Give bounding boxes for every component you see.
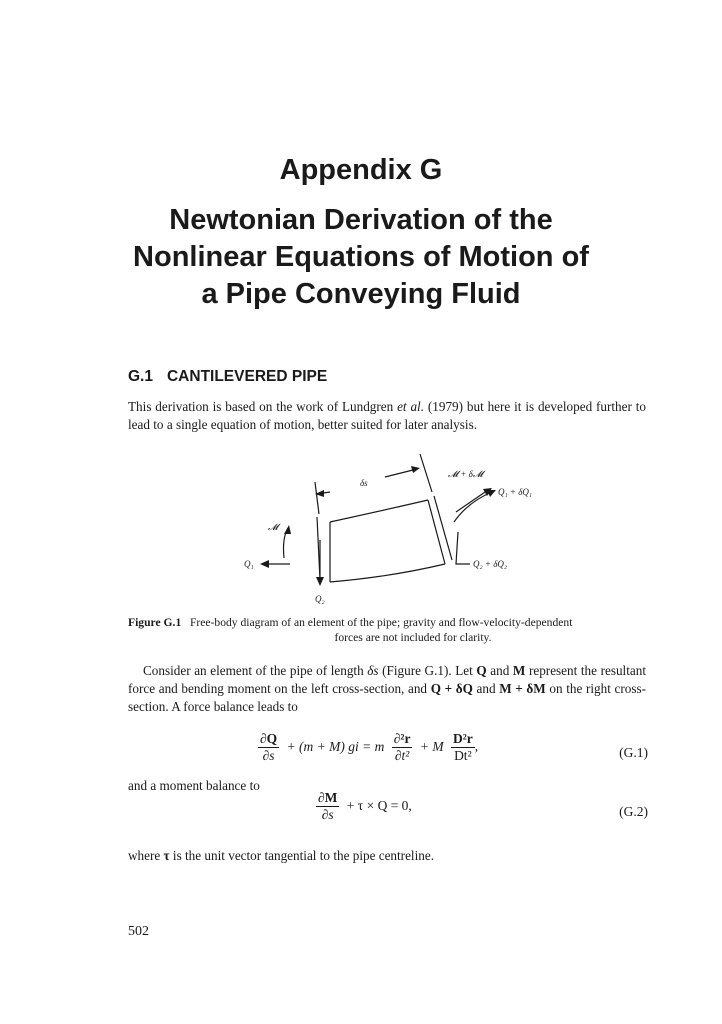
- label-q2-left: Q₂: [315, 594, 325, 604]
- label-m-right: 𝓜 + δ𝓜: [448, 469, 483, 479]
- equation-g2: [128, 790, 648, 840]
- moment-arc-right: [454, 492, 492, 522]
- equation-number-g2: (G.2): [619, 804, 648, 819]
- ds-extension-right: [420, 454, 432, 492]
- pipe-element-right-face: [428, 500, 445, 564]
- label-ds: δs: [360, 478, 368, 488]
- equation-g1: $\frac{\partial Q}{\partial s}$ + (m + M) gi = m $\frac{\text{∂²r}}{\text{∂t²}}$ + M $\frac{\text{D²r}}{\text{Dt²}}$ , (G.1): [260, 731, 648, 763]
- moment-left-arrowhead: [284, 525, 291, 534]
- label-q2-right: Q₂ + δQ₂: [473, 559, 508, 569]
- eq1-plus-m: + M: [419, 738, 444, 754]
- pipe-element-top: [330, 500, 428, 522]
- caption-label: Figure G.1: [128, 616, 182, 629]
- eq1-r1-fraction: $\frac{\text{∂²r}}{\text{∂t²}}$: [393, 731, 411, 763]
- eq1-lhs-fraction: $\frac{\partial Q}{\partial s}$: [260, 731, 278, 763]
- eq2-rest: + τ × Q = 0,: [346, 797, 412, 813]
- caption-text-2: forces are not included for clarity.: [334, 631, 492, 644]
- title-line-1: Newtonian Derivation of the: [169, 204, 553, 236]
- figure-caption: [128, 615, 648, 645]
- label-q1-left: Q₁: [244, 559, 254, 569]
- label-q1-right: Q₁ + δQ₁: [498, 487, 533, 497]
- appendix-label: Appendix G: [279, 154, 443, 186]
- intro-paragraph: This derivation is based on the work of Lundgren et al. (1979) but here it is developed further to lead to a single equation of motion, better suited for later analysis.: [128, 399, 647, 432]
- free-body-diagram: [220, 452, 580, 612]
- section-number: G.1: [128, 368, 153, 385]
- chapter-title-block: [0, 150, 722, 313]
- section-title: CANTILEVERED PIPE: [166, 368, 328, 385]
- pipe-element-bottom: [330, 564, 445, 582]
- title-line-2: Nonlinear Equations of Motion of: [133, 241, 589, 273]
- q1-left-arrowhead: [260, 560, 269, 568]
- closing-sentence: where τ is the unit vector tangential to the pipe centreline.: [128, 848, 435, 863]
- eq1-r2-fraction: $\frac{\text{D²r}}{\text{Dt²}}$: [452, 731, 473, 763]
- title-line-3: a Pipe Conveying Fluid: [201, 278, 521, 310]
- eq1-middle: + (m + M) gi = m: [286, 738, 385, 754]
- q2-left-arrowhead: [316, 577, 324, 586]
- paragraph-2: Consider an element of the pipe of length δs (Figure G.1). Let Q and M represent the resultant force and bending moment on the left cross-section, and Q + δQ and M + δM on the right cross-section. A force balance leads to: [128, 663, 647, 714]
- caption-text-1: Free-body diagram of an element of the pipe; gravity and flow-velocity-dependent: [189, 616, 573, 629]
- label-m-left: 𝓜: [268, 522, 279, 532]
- section-heading: [128, 368, 327, 386]
- et-al: et al.: [397, 399, 425, 414]
- page-number: 502: [128, 924, 149, 939]
- ds-arrowhead-right: [411, 466, 420, 473]
- ds-extension-left: [315, 482, 319, 514]
- q2-right-arrow: [456, 532, 470, 564]
- right-section-line: [434, 496, 452, 560]
- equation-number-g1: (G.1): [619, 745, 648, 760]
- q1-right-arrow: [456, 490, 488, 512]
- eq2-lhs-fraction: $\frac{\partial M}{\partial s}$: [318, 790, 338, 822]
- moment-balance-text: and a moment balance to: [128, 778, 260, 793]
